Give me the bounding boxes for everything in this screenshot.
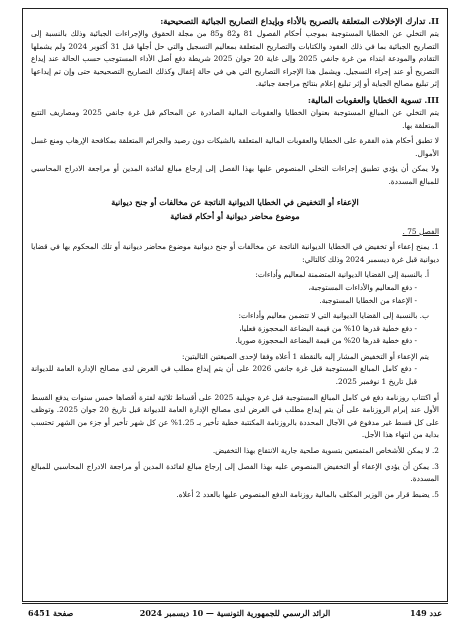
article-b-2: - دفع خطية قدرها 20% من قيمة البضاعة المحجوزة صوريا. (235, 336, 417, 346)
heading-line-1: الإعفاء أو التخفيض في الخطايا الديوانية الناتجة عن مخالفات أو جنح ديوانية (111, 196, 359, 207)
section-2-paragraph: يتم التخلي عن الخطايا المستوجبة بموجب أحكام الفصول 81 و82 و85 من مجلة الحقوق والإجراءات الجبائية وذلك بالنسبة إلى التصاريح الجبائية بما في ذلك العقود والكتابات والتصاريح المتعلقة بمعاليم التسجيل والتي حل أجلها قبل 31 أكتوبر 2024 ولم يشملها التقادم والمودعة ابتداء من غرة جانفي 2025 وإلى غاية 20 جوان 2025 شريطة دفع أصل الأداء المستوجب حسب الحالة عند إيداع التصريح أو عند إجراء التسجيل. ويشمل هذا الإجراء التصاريح التي هي في حالة إغفال وكذلك التصاريح التصحيحية حتى وإن تم إيداعها إثر تبليغ مصالح الجباية أو إثر تبليغ إعلام بنتائج مراجعة جبائية. (31, 29, 439, 89)
document-page (22, 8, 448, 602)
article-note-1: يتم الإعفاء أو التخفيض المشار إليه بالنقطة 1 أعلاه وفقا لإحدى الصيغتين التاليتين: (182, 351, 429, 361)
footer-divider (22, 603, 448, 604)
footer-issue-number: عدد 149 (409, 608, 442, 618)
article-note-3: أو اكتتاب روزنامة دفع في كامل المبالغ المستوجبة قبل غرة جويلية 2025 على أقساط ثلاثية لفترة أقصاها خمس سنوات يدفع القسط الأول عند إبرام الروزنامة على أن يتم إيداع مطلب في الغرض لدى مصالح الإدارة العامة للديوانة قبل تاريخ 20 جوان 2025. وتوظف على كل قسط غير مدفوع في الآجال المحددة بالروزنامة المكتتبة خطية تأخير بـ 1.25% عن كل شهر تأخير أو جزء من الشهر تحتسب بداية من انتهاء هذا الأجل. (31, 392, 439, 440)
footer-journal-title: الرائد الرسمي للجمهورية التونسية — 10 ديسمبر 2024 (139, 608, 331, 618)
article-a-2: - الإعفاء من الخطايا المستوجبة. (319, 295, 417, 305)
article-item-1: 1. يمنح إعفاء أو تخفيض في الخطايا الديوانية الناتجة عن مخالفات أو جنح ديوانية موضوع محاضر ديوانية أو تلك المحكوم بها في قضايا ديوانية قبل غرة ديسمبر 2024 وذلك كالتالي: (31, 242, 439, 264)
page-footer (22, 605, 448, 621)
article-item-3: 3. يمكن أن يؤدي الإعفاء أو التخفيض المنصوص عليه بهذا الفصل إلى إرجاع مبالغ لفائدة المدين أو مراجعة الادراج المحاسبي للمبالغ المسددة. (31, 461, 439, 484)
section-3-title: III. تسوية الخطايا والعقوبات المالية: (307, 94, 439, 105)
article-a-1: - دفع المعاليم والأداءات المستوجبة، (308, 282, 417, 292)
article-label: الفصل 75 . (402, 226, 439, 236)
article-item-2: 2. لا يمكن للأشخاص المتمتعين بتسوية صلحية جارية الانتفاع بهذا التخفيض. (212, 446, 439, 456)
article-a-title: أ. بالنسبة إلى القضايا الديوانية المتضمنة لمعاليم وأداءات: (255, 270, 429, 280)
footer-page-number: صفحة 6451 (28, 608, 74, 618)
article-item-4: 5. يضبط قرار من الوزير المكلف بالمالية روزنامة الدفع المنصوص عليها بالعدد 2 أعلاه. (176, 489, 439, 499)
article-b-title: ب. بالنسبة إلى القضايا الديوانية التي لا تتضمن معاليم وأداءات: (238, 311, 429, 321)
heading-line-2: موضوع محاضر ديوانية أو أحكام قضائية (170, 210, 300, 221)
section-3-paragraph-1: يتم التخلي عن المبالغ المستوجبة بعنوان الخطايا والعقوبات المالية الصادرة عن المحاكم قبل غرة جانفي 2025 ومصاريف التتبع المتعلقة بها. (31, 107, 440, 130)
section-3-paragraph-2: لا تطبق أحكام هذه الفقرة على الخطايا والعقوبات المالية المتعلقة بالشيكات دون رصيد والجرائم المتعلقة بمكافحة الإرهاب ومنع غسل الأموال. (31, 136, 439, 158)
article-note-2: - دفع كامل المبالغ المستوجبة قبل غرة جانفي 2026 على أن يتم إيداع مطلب في الغرض لدى مصالح الإدارة العامة للديوانة قبل تاريخ 1 نوفمبر 2025. (31, 364, 417, 387)
section-2-title: II. تدارك الإخلالات المتعلقة بالتصريح بالأداء وبإيداع التصاريح الجبائية التصحيحية: (160, 16, 439, 26)
section-3-paragraph-3: ولا يمكن أن يؤدي تطبيق إجراءات التخلي المنصوص عليها بهذا الفصل إلى إرجاع مبالغ لفائدة المدين أو مراجعة الادراج المحاسبي للمبالغ المسددة. (31, 164, 439, 186)
article-b-1: - دفع خطية قدرها 10% من قيمة البضاعة المحجوزة فعليا، (239, 323, 417, 333)
